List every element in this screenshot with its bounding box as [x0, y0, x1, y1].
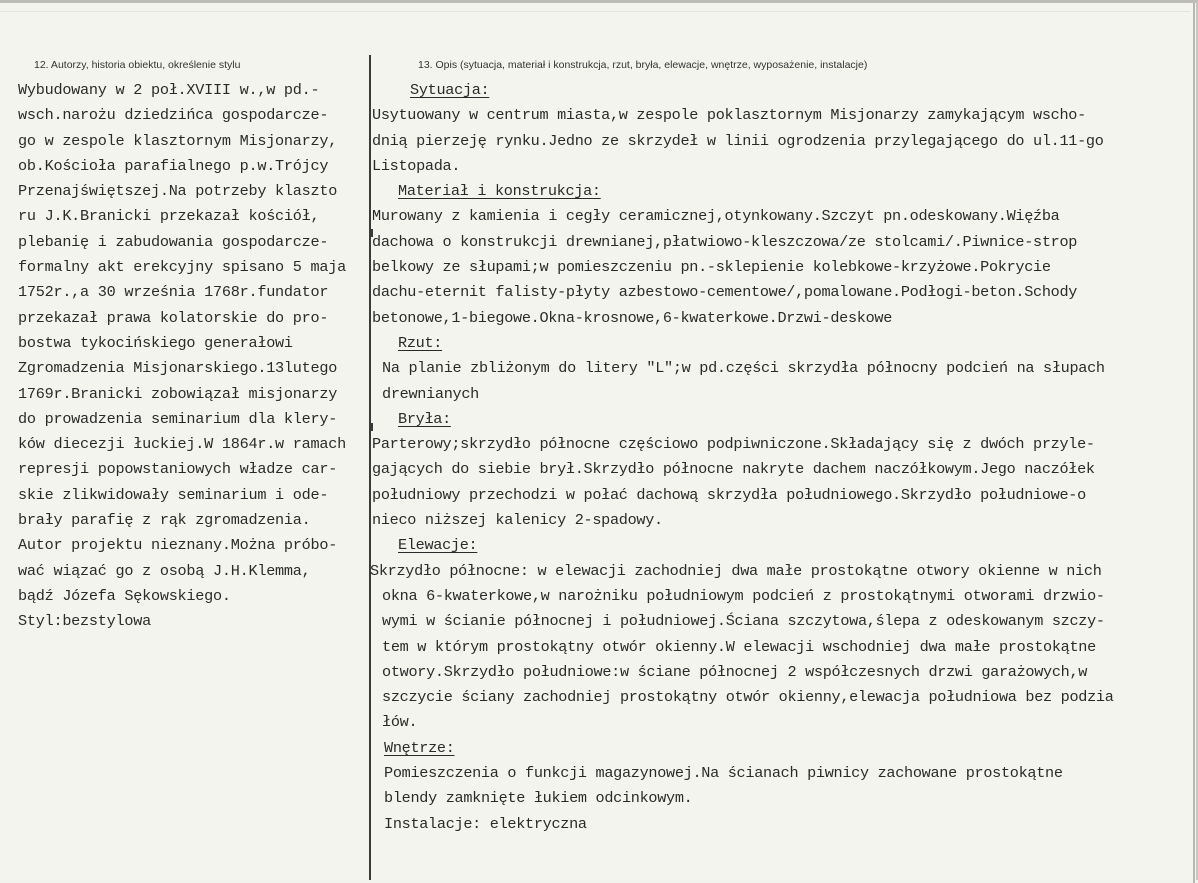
description-line: Skrzydło północne: w elewacji zachodniej dwa małe prostokątne otwory okienne w nich — [370, 561, 1102, 580]
history-line: do prowadzenia seminarium dla klery- — [18, 409, 338, 428]
top-rule — [0, 11, 1190, 12]
history-line: formalny akt erekcyjny spisano 5 maja — [18, 258, 346, 277]
history-line: 1752r.,a 30 września 1768r.fundator — [18, 283, 329, 302]
history-line: Zgromadzenia Misjonarskiego.13lutego — [18, 359, 338, 378]
history-line: plebanię i zabudowania gospodarcze- — [18, 232, 329, 251]
section-heading-sytuacja: Sytuacja: — [410, 81, 490, 99]
description-line: drewnianych — [382, 384, 479, 403]
history-line: Autor projektu nieznany.Można próbo- — [18, 536, 338, 555]
description-line: Murowany z kamienia i cegły ceramicznej,otynkowany.Szczyt pn.odeskowany.Więźba — [372, 207, 1060, 226]
history-line: represji popowstaniowych władze car- — [18, 460, 338, 479]
description-line: Usytuowany w centrum miasta,w zespole poklasztornym Misjonarzy zamykającym wscho- — [372, 106, 1086, 125]
description-line: okna 6-kwaterkowe,w narożniku południowym podcień z prostokątnymi otworami drzwio- — [382, 586, 1105, 605]
description-line: południowy przechodzi w połać dachową skrzydła południowego.Skrzydło południowe-o — [372, 485, 1086, 504]
description-line: wymi w ścianie północnej i południowej.Ściana szczytowa,ślepa z odeskowanym szczy- — [382, 612, 1105, 631]
section-heading-bryla: Bryła: — [398, 409, 451, 428]
history-line: bądź Józefa Sękowskiego. — [18, 586, 231, 605]
history-column — [18, 78, 370, 635]
description-line: tem w którym prostokątny otwór okienny.W elewacji wschodniej dwa małe prostokątne — [382, 637, 1096, 656]
description-line: Pomieszczenia o funkcji magazynowej.Na ścianach piwnicy zachowane prostokątne — [384, 764, 1063, 783]
description-line: Listopada. — [372, 156, 461, 175]
description-column — [372, 78, 1194, 837]
section-heading-wnetrze: Wnętrze: — [384, 738, 455, 757]
description-line: nieco niższej kalenicy 2-spadowy. — [372, 511, 663, 530]
description-line: dachowa o konstrukcji drewnianej,płatwiowo-kleszczowa/ze stolcami/.Piwnice-strop — [372, 232, 1078, 251]
description-line: otwory.Skrzydło południowe:w ściane północnej 2 współczesnych drzwi garażowych,w — [382, 662, 1088, 681]
description-line: Instalacje: elektryczna — [384, 814, 587, 833]
description-line: Na planie zbliżonym do litery "L";w pd.części skrzydła północny podcień na słupach — [382, 359, 1105, 378]
history-line: ob.Kościoła parafialnego p.w.Trójcy — [18, 156, 329, 175]
history-line: wać wiązać go z osobą J.H.Klemma, — [18, 561, 311, 580]
description-line: belkowy ze słupami;w pomieszczeniu pn.-sklepienie kolebkowe-krzyżowe.Pokrycie — [372, 258, 1051, 277]
history-line: 1769r.Branicki zobowiązał misjonarzy — [18, 384, 338, 403]
description-line: łów. — [382, 713, 418, 732]
section-heading-material: Materiał i konstrukcja: — [398, 182, 601, 201]
right-column-header: 13. Opis (sytuacja, materiał i konstrukcja, rzut, bryła, elewacje, wnętrze, wyposażenie, instalacje) — [418, 59, 868, 71]
section-heading-elewacje: Elewacje: — [398, 536, 478, 555]
description-line: dnią pierzeję rynku.Jedno ze skrzydeł w linii ogrodzenia przylegającego do ul.11-go — [372, 131, 1104, 150]
history-line: skie zlikwidowały seminarium i ode- — [18, 485, 329, 504]
history-line: Przenajświętszej.Na potrzeby klaszto — [18, 182, 338, 201]
history-line: Wybudowany w 2 poł.XVIII w.,w pd.- — [18, 81, 320, 99]
description-line: betonowe,1-biegowe.Okna-krosnowe,6-kwaterkowe.Drzwi-deskowe — [372, 308, 893, 327]
history-line: ków diecezji łuckiej.W 1864r.w ramach — [18, 435, 346, 454]
history-line: wsch.narożu dziedzińca gospodarcze- — [18, 106, 329, 125]
left-column-header: 12. Autorzy, historia obiektu, określenie stylu — [34, 59, 241, 71]
description-line: Parterowy;skrzydło północne częściowo podpiwniczone.Składający się z dwóch przyle- — [372, 435, 1095, 454]
history-line: go w zespole klasztornym Misjonarzy, — [18, 131, 338, 150]
history-line: Styl:bezstylowa — [18, 612, 151, 631]
description-line: blendy zamknięte łukiem odcinkowym. — [384, 789, 693, 808]
history-line: przekazał prawa kolatorskie do pro- — [18, 308, 329, 327]
history-line: ru J.K.Branicki przekazał kościół, — [18, 207, 320, 226]
history-line: bostwa tykocińskiego generałowi — [18, 333, 293, 352]
section-heading-rzut: Rzut: — [398, 333, 443, 352]
description-line: gających do siebie brył.Skrzydło północne nakryte dachem naczółkowym.Jego naczółek — [372, 460, 1095, 479]
history-line: brały parafię z rąk zgromadzenia. — [18, 511, 311, 530]
description-line: szczycie ściany zachodniej prostokątny otwór okienny,elewacja południowa bez podzia — [382, 688, 1114, 707]
description-line: dachu-eternit falisty-płyty azbestowo-cementowe/,pomalowane.Podłogi-beton.Schody — [372, 283, 1078, 302]
